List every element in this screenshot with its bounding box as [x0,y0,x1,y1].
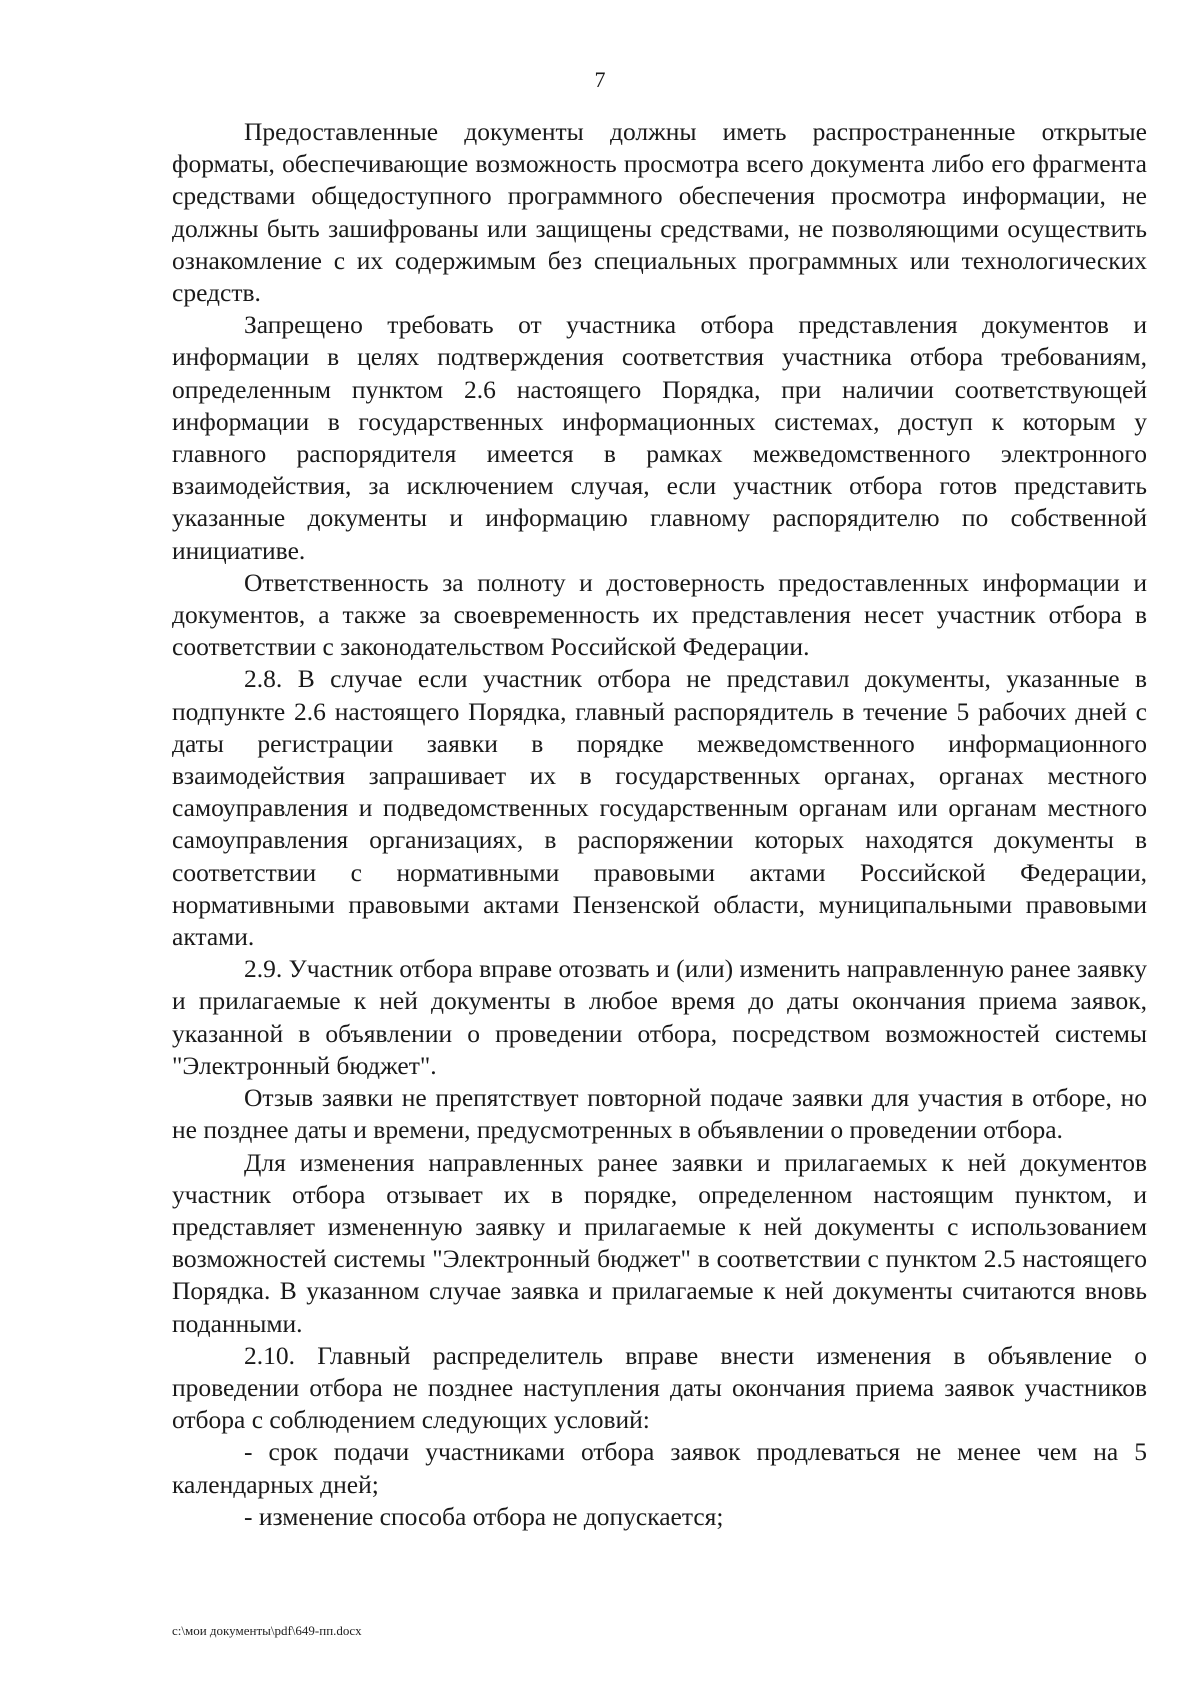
paragraph-clause-2-10: 2.10. Главный распределитель вправе внести изменения в объявление о проведении отбора не позднее наступления даты окончания приема заявок участников отбора с соблюдением следующих условий: [172,1340,1147,1435]
paragraph-clause-2-8: 2.8. В случае если участник отбора не представил документы, указанные в подпункте 2.6 настоящего Порядка, главный распорядитель в течение 5 рабочих дней с даты регистрации заявки в порядке межведомственного информационного взаимодействия запрашивает их в государственных органах, органах местного самоуправления и подведомственных государственным органам или органам местного самоуправления организациях, в распоряжении которых находятся документы в соответствии с нормативными правовыми актами Российской Федерации, нормативными правовыми актами Пензенской области, муниципальными правовыми актами. [172,664,1147,952]
paragraph-withdrawal: Отзыв заявки не препятствует повторной подаче заявки для участия в отборе, но не позднее даты и времени, предусмотренных в объявлении о проведении отбора. [172,1083,1147,1145]
paragraph-document-formats: Предоставленные документы должны иметь распространенные открытые форматы, обеспечивающие возможность просмотра всего документа либо его фрагмента средствами общедоступного программного обеспечения просмотра информации, не должны быть зашифрованы или защищены средствами, не позволяющими осуществить ознакомление с их содержимым без специальных программных или технологических средств. [172,117,1147,308]
document-body [172,116,1147,1533]
paragraph-modification: Для изменения направленных ранее заявки и прилагаемых к ней документов участник отбора отзывает их в порядке, определенном настоящим пунктом, и представляет измененную заявку и прилагаемые к ней документы с использованием возможностей системы "Электронный бюджет" в соответствии с пунктом 2.5 настоящего Порядка. В указанном случае заявка и прилагаемые к ней документы считаются вновь поданными. [172,1147,1147,1338]
paragraph-responsibility: Ответственность за полноту и достоверность предоставленных информации и документов, а также за своевременность их представления несет участник отбора в соответствии с законодательством Российской Федерации. [172,567,1147,662]
paragraph-prohibition-on-requests: Запрещено требовать от участника отбора представления документов и информации в целях подтверждения соответствия участника отбора требованиям, определенным пунктом 2.6 настоящего Порядка, при наличии соответствующей информации в государственных информационных системах, доступ к которым у главного распорядителя имеется в рамках межведомственного электронного взаимодействия, за исключением случая, если участник отбора готов представить указанные документы и информацию главному распорядителю по собственной инициативе. [172,310,1147,565]
page-number: 7 [594,67,606,92]
footer-file-path: c:\мои документы\pdf\649-пп.docx [172,1623,362,1638]
paragraph-clause-2-9: 2.9. Участник отбора вправе отозвать и (или) изменить направленную ранее заявку и прилагаемые к ней документы в любое время до даты окончания приема заявок, указанной в объявлении о проведении отбора, посредством возможностей системы "Электронный бюджет". [172,954,1147,1080]
list-item-deadline-extension: - срок подачи участниками отбора заявок продлеваться не менее чем на 5 календарных дней; [172,1437,1147,1499]
list-item-method-unchanged: - изменение способа отбора не допускается; [244,1501,724,1531]
